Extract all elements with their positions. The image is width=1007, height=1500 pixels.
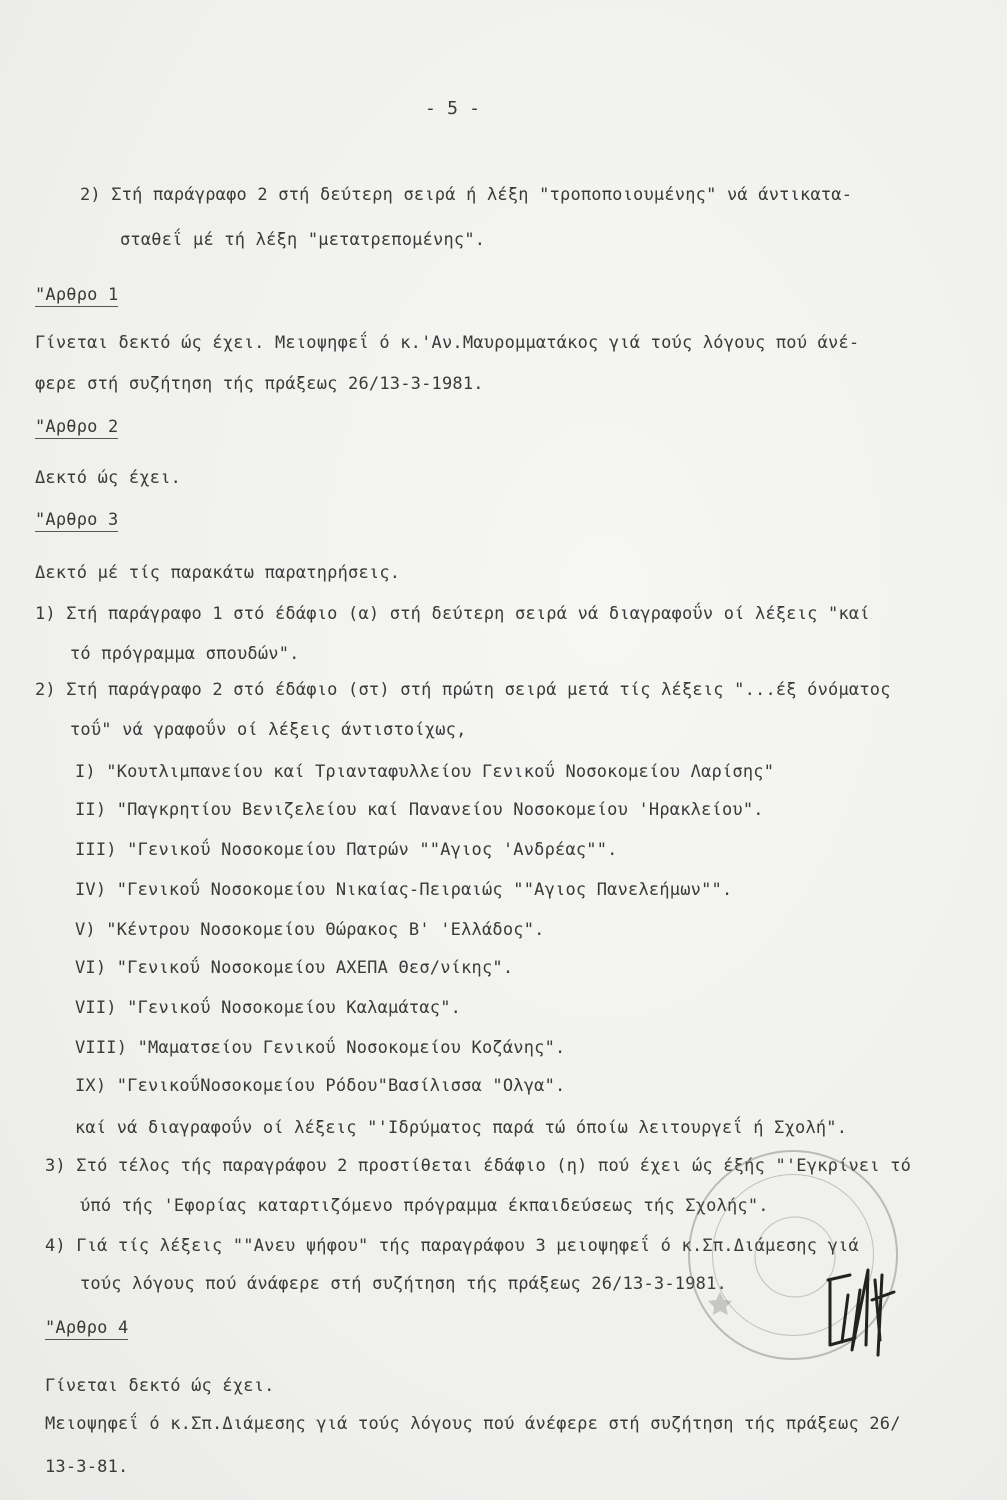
hospital-item: IV) "Γενικοΰ Νοσοκομείου Νικαίας-Πειραιώς ""Αγιος Πανελεήμων"". [75,880,733,900]
hospital-item: VII) "Γενικοΰ Νοσοκομείου Καλαμάτας". [75,998,462,1018]
text-line: 13-3-81. [45,1457,129,1477]
text-line: σταθεΐ μέ τή λέξη "μετατρεπομένης". [120,230,486,250]
page-number: - 5 - [425,98,481,119]
hospital-item: II) "Παγκρητίου Βενιζελείου καί Πανανείου Νοσοκομείου 'Ηρακλείου". [75,800,764,820]
text-line: καί νά διαγραφοΰν οί λέξεις "'Ιδρύματος παρά τώ όποίω λειτουργεΐ ή Σχολή". [75,1118,848,1138]
text-line: 2) Στή παράγραφο 2 στό έδάφιο (στ) στή πρώτη σειρά μετά τίς λέξεις "...έξ όνόματος [35,680,891,700]
text-line: Γίνεται δεκτό ώς έχει. [45,1376,275,1396]
text-line: τοΰ" νά γραφοΰν οί λέξεις άντιστοίχως, [70,720,467,740]
article-heading-2: "Αρθρο 2 [35,417,119,437]
hospital-item: VI) "Γενικοΰ Νοσοκομείου ΑΧΕΠΑ Θεσ/νίκης". [75,958,514,978]
text-line: τούς λόγους πού άνάφερε στή συζήτηση τής πράξεως 26/13-3-1981. [80,1274,727,1294]
text-line: 2) Στή παράγραφο 2 στή δεύτερη σειρά ή λέξη "τροποποιουμένης" νά άντικατα- [80,185,853,205]
text-line: Δεκτό μέ τίς παρακάτω παρατηρήσεις. [35,563,401,583]
article-heading-3: "Αρθρο 3 [35,510,119,530]
text-line: 4) Γιά τίς λέξεις ""Ανευ ψήφου" τής παραγράφου 3 μειοψηφεΐ ό κ.Σπ.Διάμεσης γιά [45,1236,859,1256]
text-line: 3) Στό τέλος τής παραγράφου 2 προστίθεται έδάφιο (η) πού έχει ώς έξής "'Εγκρίνει τό [45,1156,912,1176]
text-line: 1) Στή παράγραφο 1 στό έδάφιο (α) στή δεύτερη σειρά νά διαγραφοΰν οί λέξεις "καί [35,604,870,624]
hospital-item: V) "Κέντρου Νοσοκομείου Θώρακος Β' 'Ελλάδος". [75,920,545,940]
text-line: τό πρόγραμμα σπουδών". [70,644,300,664]
hospital-item: I) "Κουτλιμπανείου καί Τριανταφυλλείου Γενικοΰ Νοσοκομείου Λαρίσης" [75,762,775,782]
hospital-item: IX) "ΓενικοΰΝοσοκομείου Ρόδου"Βασίλισσα "Ολγα". [75,1076,566,1096]
hospital-item: VIII) "Μαματσείου Γενικοΰ Νοσοκομείου Κοζάνης". [75,1038,566,1058]
article-heading-1: "Αρθρο 1 [35,285,119,305]
text-line: ύπό τής 'Εφορίας καταρτιζόμενο πρόγραμμα έκπαιδεύσεως τής Σχολής". [80,1196,769,1216]
signature-mark [820,1250,900,1360]
article-heading-4: "Αρθρο 4 [45,1318,129,1338]
text-line: Δεκτό ώς έχει. [35,468,182,488]
text-line: Γίνεται δεκτό ώς έχει. Μειοψηφεΐ ό κ.'Αν.Μαυρομματάκος γιά τούς λόγους πού άνέ- [35,333,860,353]
hospital-item: III) "Γενικοΰ Νοσοκομείου Πατρών ""Αγιος 'Ανδρέας"". [75,840,618,860]
text-line: φερε στή συζήτηση τής πράξεως 26/13-3-1981. [35,374,484,394]
text-line: Μειοψηφεΐ ό κ.Σπ.Διάμεσης γιά τούς λόγους πού άνέφερε στή συζήτηση τής πράξεως 26/ [45,1414,901,1434]
